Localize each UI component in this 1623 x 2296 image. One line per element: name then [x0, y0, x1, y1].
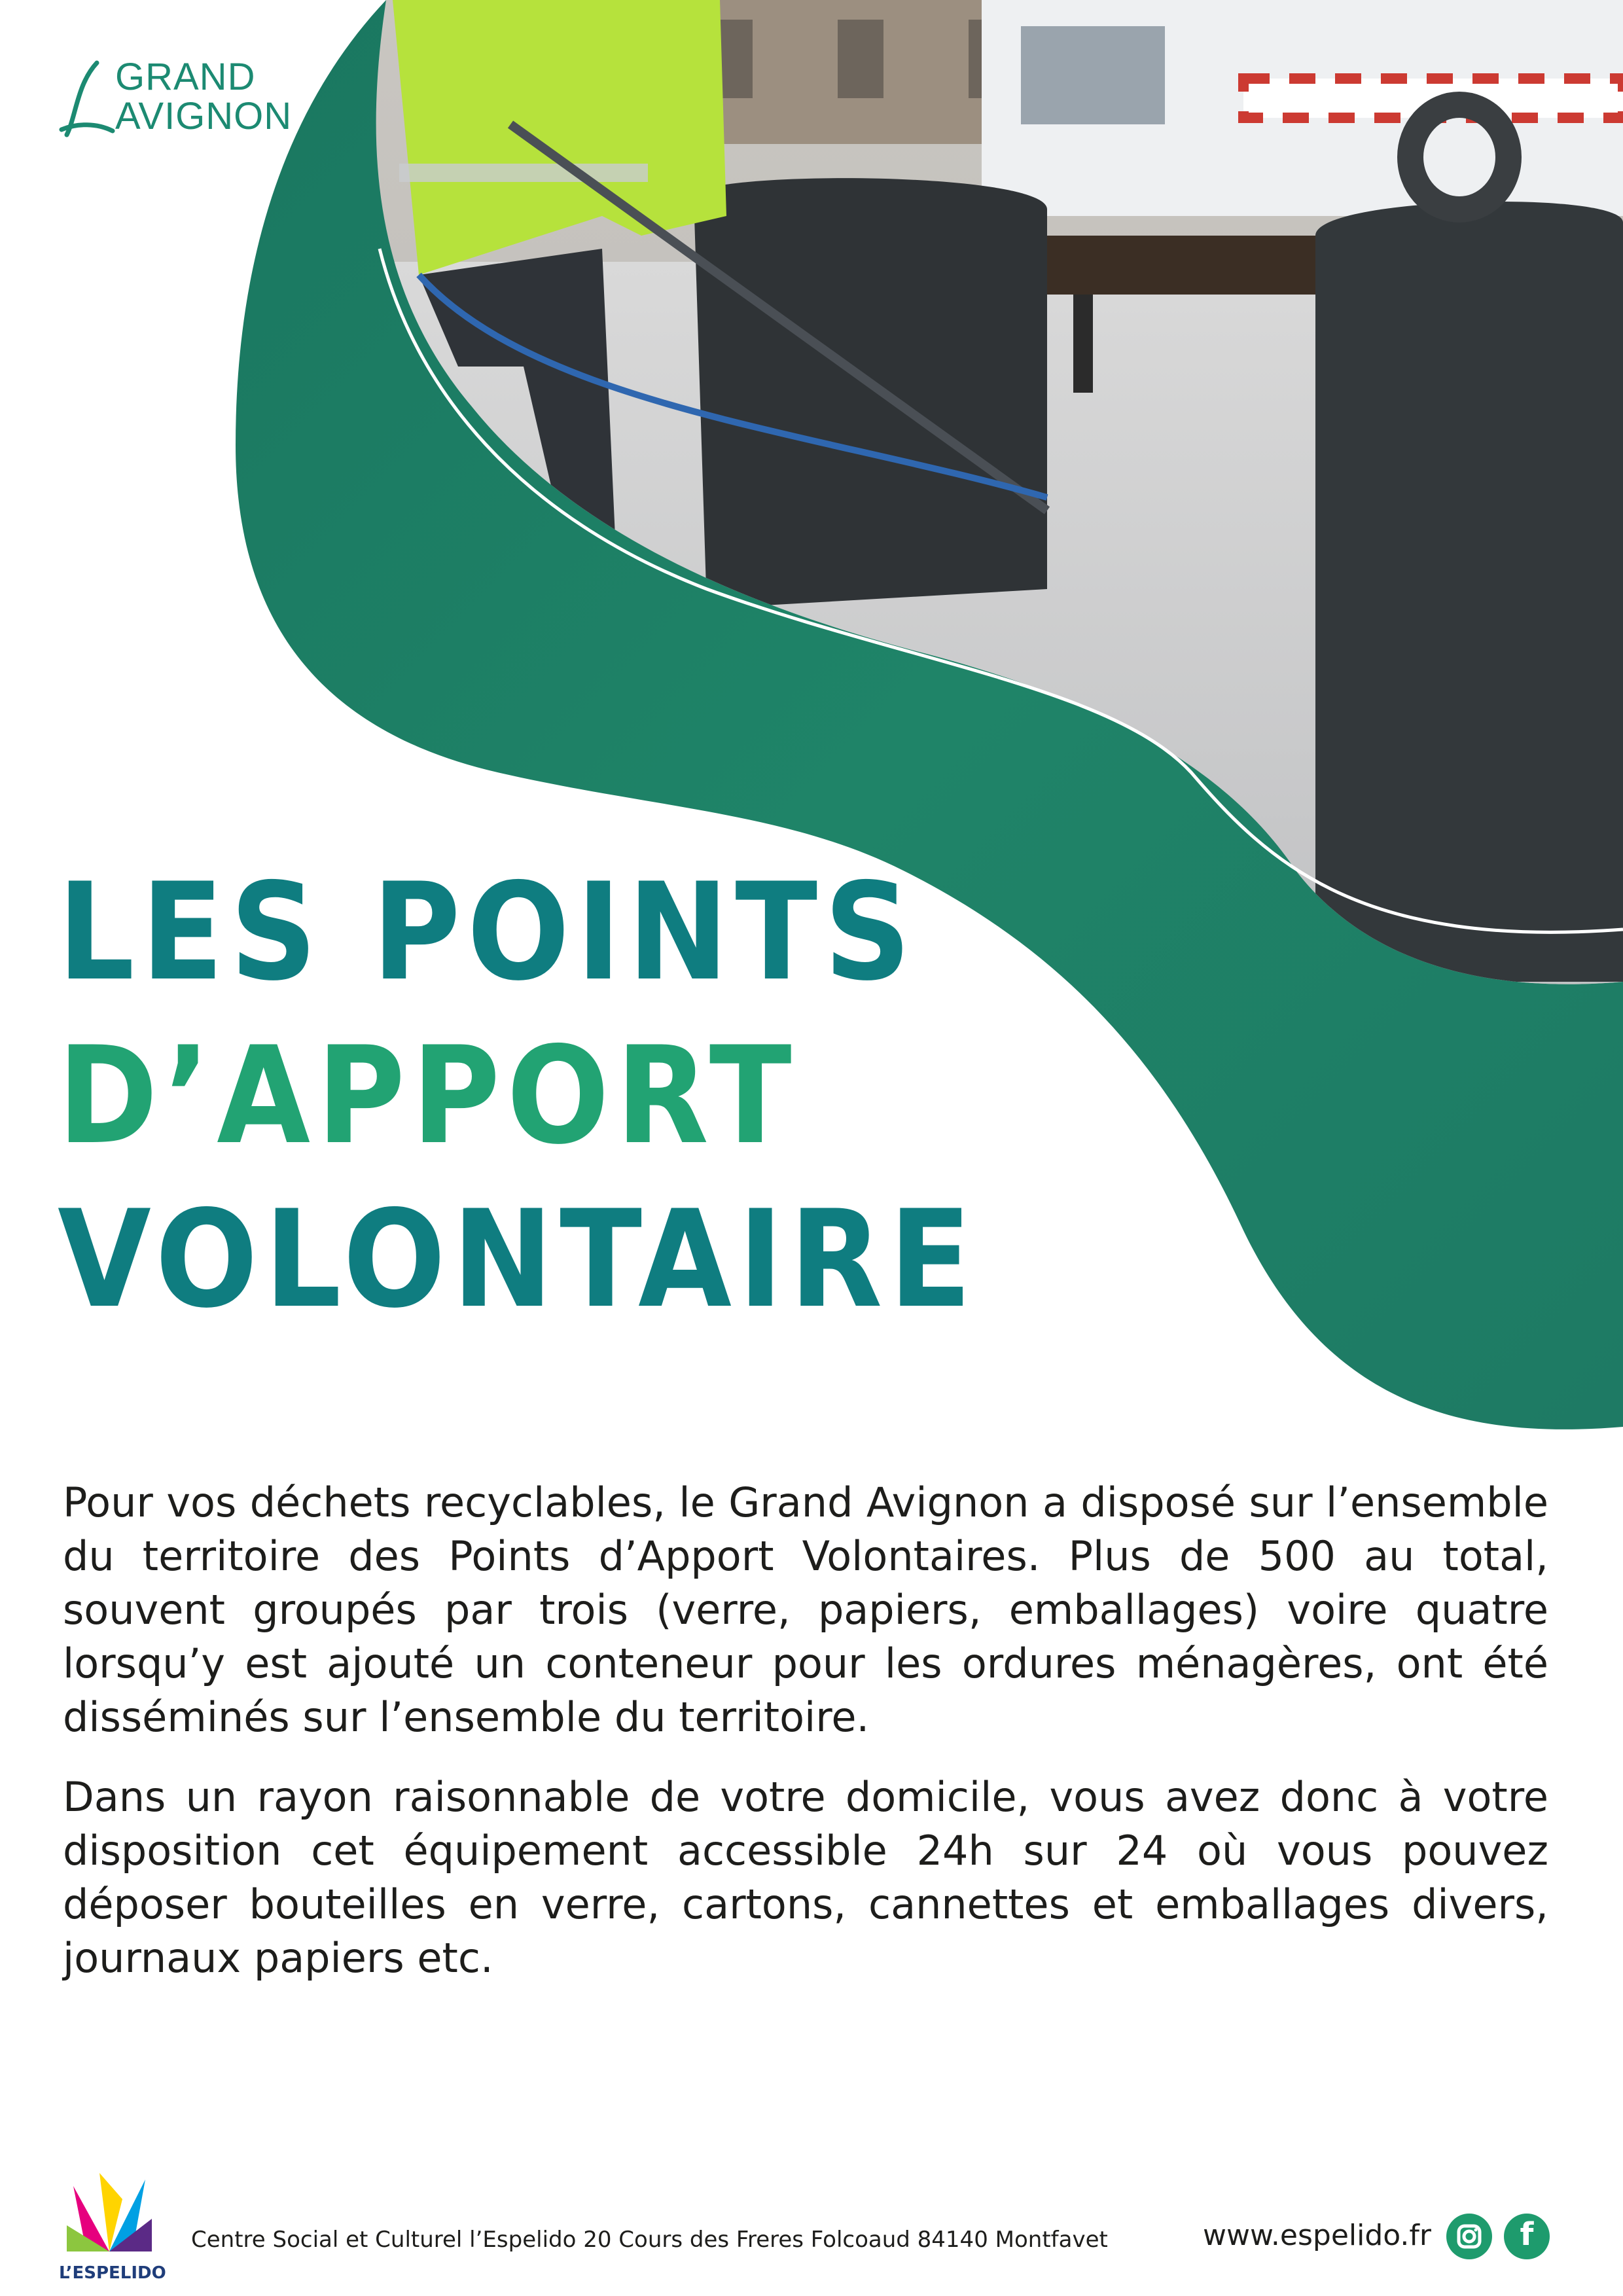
grand-avignon-logo: [58, 58, 346, 149]
title-line-2: D’APPORT: [58, 1018, 798, 1174]
title-line-3: VOLONTAIRE: [58, 1182, 978, 1338]
logo-line-1: GRAND: [115, 56, 256, 98]
espelido-logo-label: L’ESPELIDO: [59, 2263, 166, 2283]
facebook-glyph: f: [1520, 2216, 1534, 2253]
body-text: [63, 1476, 1548, 2011]
footer: [0, 2160, 1623, 2296]
grand-avignon-wordmark: [115, 58, 292, 136]
facebook-icon[interactable]: [1504, 2214, 1550, 2259]
paragraph-1: Pour vos déchets recyclables, le Grand Avignon a disposé sur l’ensemble du territoire des Points d’Apport Volontaires. Plus de 500 au total, souvent groupés par trois (verre, papiers, emballages) voire quatre lorsqu’y est ajouté un conteneur pour les ordures ménagères, ont été disséminés sur l’ensemble du territoire.: [63, 1479, 1548, 1741]
paragraph-2: Dans un rayon raisonnable de votre domicile, vous avez donc à votre disposition cet équipement accessible 24h sur 24 où vous pouvez déposer bouteilles en verre, cartons, cannettes et emballages divers, journaux papiers etc.: [63, 1773, 1548, 1982]
address-text: Centre Social et Culturel l’Espelido 20 Cours des Freres Folcoaud 84140 Montfavet: [191, 2227, 1108, 2253]
website-link[interactable]: www.espelido.fr: [1203, 2219, 1431, 2252]
title-line-1: LES POINTS: [58, 855, 918, 1011]
logo-line-2: AVIGNON: [115, 95, 293, 137]
instagram-icon[interactable]: [1446, 2214, 1492, 2259]
grand-avignon-mark-icon: [58, 58, 116, 143]
page-title: [58, 851, 1170, 1342]
